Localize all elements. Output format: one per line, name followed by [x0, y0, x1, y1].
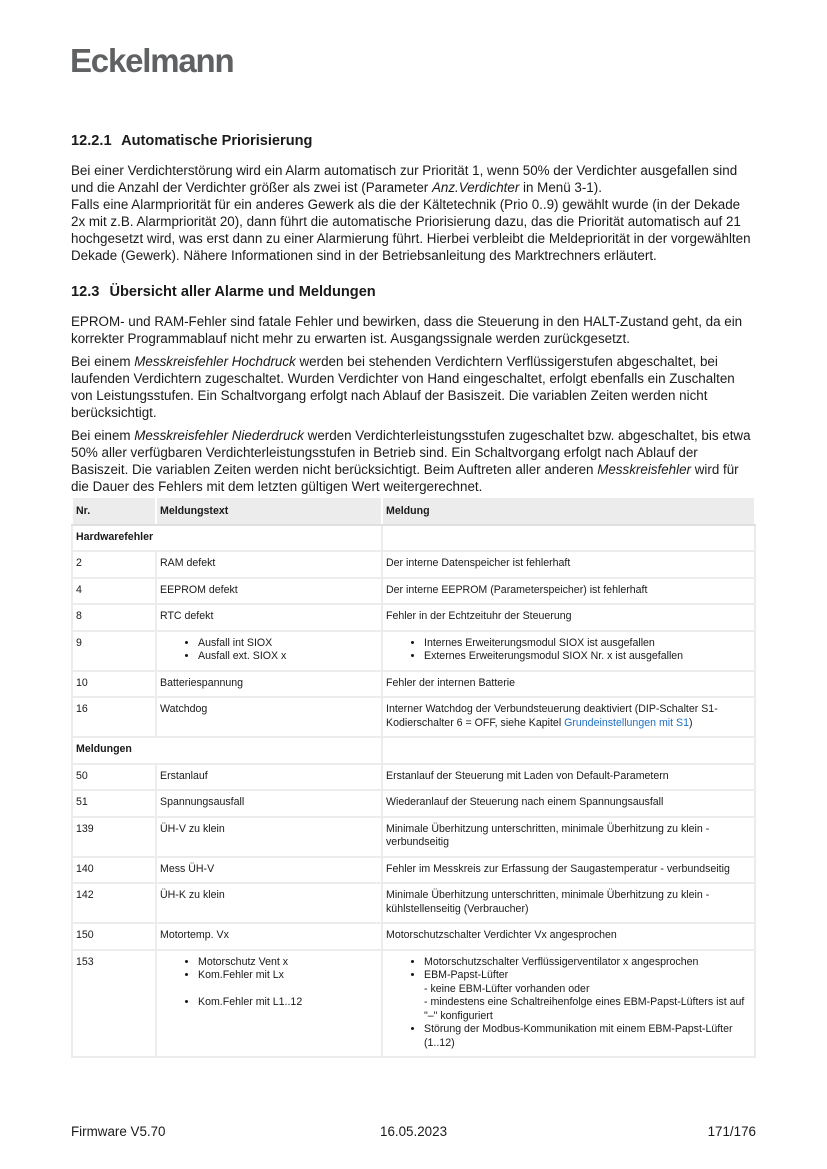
list-item: • Motorschutz Vent x — [198, 956, 378, 970]
table-row — [72, 764, 755, 791]
meldung-text: Interner Watchdog der Verbundsteuerung deaktiviert (DIP-Schalter S1-Kodierschalter 6 = OFF, siehe Kapitel — [386, 703, 718, 729]
cell-nr: 2 — [72, 551, 156, 578]
eckelmann-logo: Eckelmann — [70, 42, 234, 79]
paragraph: Falls eine Alarmpriorität für ein anderes Gewerk als die der Kältetechnik (Prio 0..9) gewählt wurde (in der Dekade 2x mit z.B. Alarmpriorität 20), dann führt die automatische Priorisierung dazu, das die Priorität automatisch auf 21 hochgesetzt wird, was erst dann zu einer Alarmierung führt. Hierbei verbleibt die Meldepriorität in der vorgewählten Dekade (Gewerk). Nähere Informationen sind in der Betriebsanleitung des Marktrechners erläutert. — [71, 197, 751, 263]
meldung-text: Der interne Datenspeicher ist fehlerhaft — [386, 557, 571, 569]
meldung-list — [386, 956, 751, 1051]
table-row — [72, 923, 755, 950]
list-item: • Kom.Fehler mit Lx — [198, 969, 378, 983]
table-section-row — [72, 737, 755, 764]
cell-meldungstext: Mess ÜH-V — [156, 857, 382, 884]
list-subitem: - keine EBM-Lüfter vorhanden oder — [424, 982, 590, 995]
cell-meldung — [382, 883, 755, 923]
table-row — [72, 950, 755, 1058]
cell-meldung — [382, 604, 755, 631]
table-row — [72, 817, 755, 857]
cell-meldungstext: Motortemp. Vx — [156, 923, 382, 950]
section-heading-12-3 — [71, 284, 757, 300]
cell-meldung — [382, 857, 755, 884]
table-row — [72, 671, 755, 698]
cell-meldungstext: RTC defekt — [156, 604, 382, 631]
list-item-text: Störung der Modbus-Kommunikation mit einem EBM-Papst-Lüfter (1..12) — [424, 1023, 733, 1049]
list-item: • Kom.Fehler mit L1..12 — [198, 996, 378, 1010]
cell-meldungstext — [156, 950, 382, 1058]
cell-meldungstext: Spannungsausfall — [156, 790, 382, 817]
cell-meldungstext: Watchdog — [156, 697, 382, 737]
cell-meldung — [382, 790, 755, 817]
meldung-text: Fehler der internen Batterie — [386, 676, 515, 689]
section-number: 12.2.1 — [71, 133, 112, 149]
section-title: Automatische Priorisierung — [121, 133, 313, 149]
cell-meldung — [382, 697, 755, 737]
meldung-list — [386, 637, 751, 664]
list-subitem: - mindestens eine Schaltreihenfolge eines EBM-Papst-Lüfters ist auf "–" konfiguriert — [424, 996, 745, 1022]
list-item: • Ausfall ext. SIOX x — [198, 650, 378, 664]
table-row — [72, 604, 755, 631]
cell-nr: 51 — [72, 790, 156, 817]
table-row — [72, 578, 755, 605]
table-section-row — [72, 525, 755, 552]
paragraph: Bei einem Messkreisfehler Niederdruck werden Verdichterleistungsstufen zugeschaltet bzw. abgeschaltet, bis etwa 50% aller verfügbaren Verdichterleistungsstufen in Betrieb sind. Ein Schaltvorgang erfolgt nach Ablauf der Basiszeit. Die variablen Zeiten werden nicht berücksichtigt. Beim Auftreten aller anderen Messkreisfehler wird für die Dauer des Fehlers mit dem letzten gültigen Wert weitergerechnet. — [71, 428, 751, 494]
empty-cell — [382, 737, 755, 764]
meldung-text: Der interne EEPROM (Parameterspeicher) ist fehlerhaft — [386, 583, 648, 596]
meldung-text: Minimale Überhitzung unterschritten, minimale Überhitzung zu klein - kühlstellenseitig (Verbraucher) — [386, 889, 710, 915]
cell-nr: 139 — [72, 817, 156, 857]
table-row — [72, 631, 755, 671]
cell-meldung — [382, 923, 755, 950]
paragraph: Bei einem Messkreisfehler Hochdruck werden bei stehenden Verdichtern Verflüssigerstufen abgeschaltet, bei laufenden Verdichtern zugeschaltet. Wurden Verdichter von Hand eingeschaltet, erfolgt ebenfalls ein Zuschalten von Leistungsstufen. Ein Schaltvorgang erfolgt nach Ablauf der Basiszeit. Die variablen Zeiten werden nicht berücksichtigt. — [71, 354, 735, 420]
meldung-text: Motorschutzschalter Verdichter Vx angesprochen — [386, 929, 617, 941]
table-row — [72, 857, 755, 884]
meldung-text: Fehler in der Echtzeituhr der Steuerung — [386, 610, 572, 622]
cell-meldungstext: RAM defekt — [156, 551, 382, 578]
list-item-text: Externes Erweiterungsmodul SIOX Nr. x ist ausgefallen — [424, 650, 684, 662]
cell-nr: 9 — [72, 631, 156, 671]
cell-nr: 50 — [72, 764, 156, 791]
meldung-text: Fehler im Messkreis zur Erfassung der Saugastemperatur - verbundseitig — [386, 862, 730, 875]
cell-meldungstext — [156, 631, 382, 671]
cell-meldungstext: ÜH-K zu klein — [156, 883, 382, 923]
footer-firmware: Firmware V5.70 — [71, 1124, 166, 1139]
header-meldungstext: Meldungstext — [156, 497, 382, 525]
list-item — [424, 650, 751, 664]
cell-meldung — [382, 950, 755, 1058]
footer-page-number: 171/176 — [707, 1124, 756, 1139]
cell-meldung — [382, 817, 755, 857]
cell-nr: 142 — [72, 883, 156, 923]
paragraph: Bei einer Verdichterstörung wird ein Alarm automatisch zur Priorität 1, wenn 50% der Verdichter ausgefallen sind und die Anzahl der Verdichter größer als zwei ist (Parameter Anz.Verdichter in Menü 3-1). — [71, 163, 738, 195]
cell-meldung — [382, 671, 755, 698]
cell-nr: 4 — [72, 578, 156, 605]
list-item — [424, 956, 751, 970]
list-item: • Ausfall int SIOX — [198, 637, 378, 651]
cell-meldungstext: ÜH-V zu klein — [156, 817, 382, 857]
cell-meldungstext: Erstanlauf — [156, 764, 382, 791]
table-row — [72, 883, 755, 923]
cell-meldungstext: EEPROM defekt — [156, 578, 382, 605]
cell-nr: 16 — [72, 697, 156, 737]
list-item-text: Motorschutzschalter Verflüssigerventilator x angesprochen — [424, 955, 699, 968]
page-content — [71, 133, 757, 1058]
header-meldung: Meldung — [382, 497, 755, 525]
meldungstext-list — [160, 956, 378, 1010]
cell-meldung — [382, 551, 755, 578]
cell-nr: 140 — [72, 857, 156, 884]
list-item — [424, 969, 751, 1023]
empty-cell — [382, 525, 755, 552]
section-title: Übersicht aller Alarme und Meldungen — [109, 284, 376, 300]
alarm-table — [71, 496, 756, 1058]
list-item-text: EBM-Papst-Lüfter — [424, 969, 509, 981]
paragraph: EPROM- und RAM-Fehler sind fatale Fehler und bewirken, dass die Steuerung in den HALT-Zustand geht, da ein korrekter Programmablauf nicht mehr zu erwarten ist. Ausgangssignale werden zurückgesetzt. — [71, 314, 743, 346]
list-item — [424, 1023, 751, 1050]
table-row — [72, 551, 755, 578]
table-row — [72, 697, 755, 737]
section-number: 12.3 — [71, 284, 100, 300]
meldungstext-list — [160, 637, 378, 664]
cell-meldung — [382, 578, 755, 605]
table-row — [72, 790, 755, 817]
meldung-text: Minimale Überhitzung unterschritten, minimale Überhitzung zu klein - verbundseitig — [386, 822, 710, 848]
footer-date: 16.05.2023 — [380, 1124, 448, 1139]
header-nr: Nr. — [72, 497, 156, 525]
cell-meldungstext: Batteriespannung — [156, 671, 382, 698]
section-heading-12-2-1 — [71, 133, 757, 149]
cell-nr: 150 — [72, 923, 156, 950]
section-label: Meldungen — [72, 737, 382, 764]
chapter-link[interactable]: Grundeinstellungen mit S1 — [564, 716, 689, 729]
cell-nr: 153 — [72, 950, 156, 1058]
list-item — [424, 637, 751, 651]
cell-nr: 8 — [72, 604, 156, 631]
cell-meldung — [382, 631, 755, 671]
table-header-row — [72, 497, 755, 525]
list-item-text: Internes Erweiterungsmodul SIOX ist ausgefallen — [424, 636, 655, 649]
cell-meldung — [382, 764, 755, 791]
meldung-text: Wiederanlauf der Steuerung nach einem Spannungsausfall — [386, 796, 664, 808]
meldung-text-end: ) — [688, 716, 693, 729]
section-label: Hardwarefehler — [72, 525, 382, 552]
meldung-text: Erstanlauf der Steuerung mit Laden von Default-Parametern — [386, 769, 669, 782]
cell-nr: 10 — [72, 671, 156, 698]
